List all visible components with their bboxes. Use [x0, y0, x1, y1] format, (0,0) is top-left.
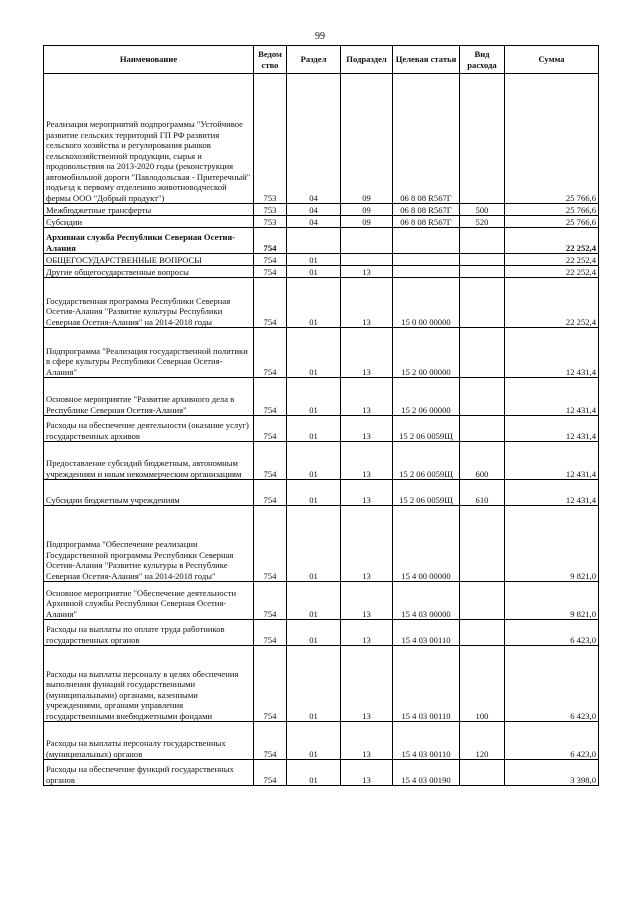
- row-subsection: 13: [341, 378, 393, 416]
- row-sum: 12 431,4: [505, 480, 599, 506]
- row-target: 06 8 08 R567Г: [393, 204, 460, 216]
- row-dept: 754: [254, 582, 287, 620]
- row-target: 15 2 00 00000: [393, 328, 460, 378]
- row-sum: 22 252,4: [505, 228, 599, 254]
- row-section: 01: [287, 582, 341, 620]
- header-kind: Вид расхода: [460, 46, 505, 74]
- row-dept: 754: [254, 254, 287, 266]
- header-section: Раздел: [287, 46, 341, 74]
- row-dept: 754: [254, 480, 287, 506]
- row-dept: 753: [254, 74, 287, 204]
- row-name: Государственная программа Республики Северная Осетия-Алания "Развитие культуры Республики Северная Осетия-Алания" на 2014-2018 годы: [44, 278, 254, 328]
- budget-table: [43, 45, 599, 786]
- row-kind: [460, 228, 505, 254]
- row-section: 01: [287, 416, 341, 442]
- row-kind: [460, 74, 505, 204]
- row-subsection: [341, 228, 393, 254]
- row-kind: [460, 266, 505, 278]
- table-header-row: [44, 46, 599, 74]
- row-dept: 754: [254, 722, 287, 760]
- row-subsection: 13: [341, 328, 393, 378]
- row-sum: 25 766,6: [505, 204, 599, 216]
- table-row: [44, 254, 599, 266]
- row-sum: 3 398,0: [505, 760, 599, 786]
- row-kind: [460, 254, 505, 266]
- table-row: [44, 620, 599, 646]
- row-subsection: [341, 254, 393, 266]
- row-name: Субсидии: [44, 216, 254, 228]
- row-target: 15 0 00 00000: [393, 278, 460, 328]
- row-subsection: 13: [341, 722, 393, 760]
- row-subsection: 13: [341, 278, 393, 328]
- row-sum: 25 766,6: [505, 74, 599, 204]
- row-target: 15 2 06 0059Щ: [393, 480, 460, 506]
- row-kind: 120: [460, 722, 505, 760]
- row-name: Другие общегосударственные вопросы: [44, 266, 254, 278]
- row-subsection: 13: [341, 480, 393, 506]
- header-sum: Сумма: [505, 46, 599, 74]
- row-target: [393, 254, 460, 266]
- row-dept: 754: [254, 620, 287, 646]
- row-name: Расходы на выплаты по оплате труда работников государственных органов: [44, 620, 254, 646]
- table-row: [44, 74, 599, 204]
- table-row: [44, 646, 599, 722]
- row-name: Реализация мероприятий подпрограммы "Устойчивое развитие сельских территорий ГП РФ развития сельского хозяйства и регулирования рынков сельскохозяйственной продукции, сырья и продовольствия на 2013-2020 годы (реконструкция автомобильной дороги "Павлодольская - Притеречный" подъезд к первому отделению животноводческой фермы ООО "Добрый продукт"): [44, 74, 254, 204]
- row-section: 01: [287, 278, 341, 328]
- table-body: [44, 74, 599, 786]
- row-section: 04: [287, 216, 341, 228]
- row-name: Расходы на обеспечение деятельности (оказание услуг) государственных архивов: [44, 416, 254, 442]
- row-target: 15 4 03 00000: [393, 582, 460, 620]
- header-subsection: Подраздел: [341, 46, 393, 74]
- row-section: 01: [287, 266, 341, 278]
- row-target: 06 8 08 R567Г: [393, 216, 460, 228]
- row-dept: 754: [254, 646, 287, 722]
- row-sum: 22 252,4: [505, 278, 599, 328]
- row-kind: [460, 416, 505, 442]
- row-target: 15 4 03 00110: [393, 722, 460, 760]
- table-row: [44, 760, 599, 786]
- row-target: 15 2 06 00000: [393, 378, 460, 416]
- row-subsection: 09: [341, 204, 393, 216]
- row-kind: 520: [460, 216, 505, 228]
- row-dept: 753: [254, 204, 287, 216]
- row-name: Субсидии бюджетным учреждениям: [44, 480, 254, 506]
- table-row: [44, 722, 599, 760]
- row-sum: 12 431,4: [505, 378, 599, 416]
- row-kind: [460, 620, 505, 646]
- page-number: 99: [315, 31, 325, 42]
- table-row: [44, 328, 599, 378]
- row-target: 15 4 03 00110: [393, 620, 460, 646]
- table-row: [44, 278, 599, 328]
- row-sum: 22 252,4: [505, 266, 599, 278]
- row-sum: 9 821,0: [505, 506, 599, 582]
- table-row: [44, 582, 599, 620]
- row-section: 01: [287, 646, 341, 722]
- row-section: 01: [287, 328, 341, 378]
- row-dept: 754: [254, 328, 287, 378]
- row-name: Предоставление субсидий бюджетным, автономным учреждениям и иным некоммерческим организациям: [44, 442, 254, 480]
- row-name: Подпрограмма "Обеспечение реализации Государственной программы Республики Северная Осетия-Алания "Развитие культуры в Республике Северная Осетия-Алания" на 2014-2018 годы": [44, 506, 254, 582]
- table-row: [44, 506, 599, 582]
- row-dept: 754: [254, 506, 287, 582]
- row-subsection: 09: [341, 74, 393, 204]
- row-kind: 610: [460, 480, 505, 506]
- row-sum: 6 423,0: [505, 722, 599, 760]
- row-dept: 754: [254, 442, 287, 480]
- row-kind: [460, 278, 505, 328]
- row-target: [393, 266, 460, 278]
- row-subsection: 13: [341, 416, 393, 442]
- row-dept: 754: [254, 378, 287, 416]
- row-target: 15 2 06 0059Щ: [393, 442, 460, 480]
- table-row: [44, 416, 599, 442]
- row-kind: [460, 760, 505, 786]
- table-row: [44, 228, 599, 254]
- row-subsection: 13: [341, 442, 393, 480]
- row-sum: 6 423,0: [505, 646, 599, 722]
- row-sum: 22 252,4: [505, 254, 599, 266]
- row-dept: 753: [254, 216, 287, 228]
- row-section: 01: [287, 378, 341, 416]
- row-dept: 754: [254, 266, 287, 278]
- row-section: 01: [287, 760, 341, 786]
- row-subsection: 13: [341, 506, 393, 582]
- row-name: Расходы на обеспечение функций государственных органов: [44, 760, 254, 786]
- row-section: 04: [287, 74, 341, 204]
- table-row: [44, 204, 599, 216]
- table-row: [44, 266, 599, 278]
- row-section: 01: [287, 442, 341, 480]
- row-section: 01: [287, 722, 341, 760]
- row-section: 01: [287, 254, 341, 266]
- row-sum: 6 423,0: [505, 620, 599, 646]
- row-section: [287, 228, 341, 254]
- row-dept: 754: [254, 278, 287, 328]
- row-kind: [460, 328, 505, 378]
- table-row: [44, 480, 599, 506]
- row-name: Межбюджетные трансферты: [44, 204, 254, 216]
- row-kind: [460, 582, 505, 620]
- row-subsection: 09: [341, 216, 393, 228]
- row-section: 01: [287, 620, 341, 646]
- row-target: 15 2 06 0059Щ: [393, 416, 460, 442]
- row-kind: 500: [460, 204, 505, 216]
- row-sum: 12 431,4: [505, 442, 599, 480]
- row-subsection: 13: [341, 620, 393, 646]
- row-dept: 754: [254, 760, 287, 786]
- row-section: 01: [287, 480, 341, 506]
- table-row: [44, 378, 599, 416]
- header-dept: Ведом ство: [254, 46, 287, 74]
- row-kind: 600: [460, 442, 505, 480]
- row-subsection: 13: [341, 266, 393, 278]
- row-target: 15 4 00 00000: [393, 506, 460, 582]
- row-target: 15 4 03 00190: [393, 760, 460, 786]
- row-section: 01: [287, 506, 341, 582]
- row-target: [393, 228, 460, 254]
- row-subsection: 13: [341, 582, 393, 620]
- table-row: [44, 216, 599, 228]
- row-target: 06 8 08 R567Г: [393, 74, 460, 204]
- row-subsection: 13: [341, 646, 393, 722]
- row-section: 04: [287, 204, 341, 216]
- row-target: 15 4 03 00110: [393, 646, 460, 722]
- row-sum: 25 766,6: [505, 216, 599, 228]
- row-name: Архивная служба Республики Северная Осетия-Алания: [44, 228, 254, 254]
- row-name: Расходы на выплаты персоналу государственных (муниципальных) органов: [44, 722, 254, 760]
- row-name: Подпрограмма "Реализация государственной политики в сфере культуры Республики Северная Осетия-Алания": [44, 328, 254, 378]
- row-kind: [460, 506, 505, 582]
- row-subsection: 13: [341, 760, 393, 786]
- row-name: ОБЩЕГОСУДАРСТВЕННЫЕ ВОПРОСЫ: [44, 254, 254, 266]
- row-sum: 12 431,4: [505, 416, 599, 442]
- row-sum: 9 821,0: [505, 582, 599, 620]
- row-dept: 754: [254, 228, 287, 254]
- row-name: Расходы на выплаты персоналу в целях обеспечения выполнения функций государственными (муниципальными) органами, казенными учреждениями, органами управления государственными внебюджетными фондами: [44, 646, 254, 722]
- header-name: Наименование: [44, 46, 254, 74]
- row-kind: 100: [460, 646, 505, 722]
- row-sum: 12 431,4: [505, 328, 599, 378]
- row-kind: [460, 378, 505, 416]
- header-target: Целевая статья: [393, 46, 460, 74]
- row-name: Основное мероприятие "Развитие архивного дела в Республике Северная Осетия-Алания": [44, 378, 254, 416]
- row-dept: 754: [254, 416, 287, 442]
- row-name: Основное мероприятие "Обеспечение деятельности Архивной службы Республики Северная Осетия-Алания": [44, 582, 254, 620]
- table-row: [44, 442, 599, 480]
